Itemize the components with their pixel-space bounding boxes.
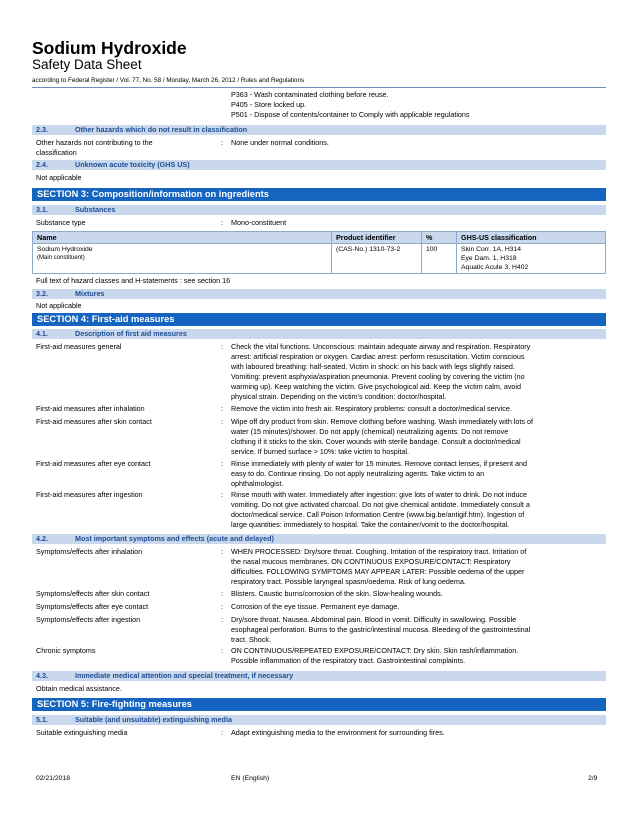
other-hazards-value: None under normal conditions. <box>231 138 329 147</box>
subsection-number: 5.1. <box>36 715 48 724</box>
text-line: Dry/sore throat. Nausea. Abdominal pain. Blood in vomit. Difficulty in swallowing. Possible <box>231 615 517 624</box>
subsection-3-2-header <box>32 289 606 299</box>
text-line: Wipe off dry product from skin. Remove clothing before washing. Wash immediately with lots of <box>231 417 534 426</box>
classification-line: Aquatic Acute 3, H402 <box>461 264 529 271</box>
header-divider <box>32 87 606 88</box>
symptoms-ingestion-text <box>231 615 601 645</box>
full-text-note: Full text of hazard classes and H-statements : see section 16 <box>36 276 231 285</box>
subsection-title: Unknown acute toxicity (GHS US) <box>75 160 190 169</box>
subsection-title: Most important symptoms and effects (acute and delayed) <box>75 534 274 543</box>
ingredient-name-cell <box>33 244 332 274</box>
subsection-4-3-header <box>32 671 606 681</box>
section-4-header: SECTION 4: First-aid measures <box>32 313 606 326</box>
text-line: Corrosion of the eye tissue. Permanent eye damage. <box>231 602 400 611</box>
ingredient-classification-cell <box>457 244 606 274</box>
text-line: respiratory tract. Possible laryngeal spasm/oedema. Risk of lung oedema. <box>231 577 466 586</box>
subsection-number: 2.3. <box>36 125 48 134</box>
text-line: difficulties. FOLLOWING SYMPTOMS MAY APPEAR LATER: Possible oedema of the upper <box>231 567 525 576</box>
text-line: WHEN PROCESSED: Dry/sore throat. Coughing. Irritation of the respiratory tract. Irritation of <box>231 547 527 556</box>
subsection-title: Substances <box>75 205 116 214</box>
subsection-4-1-header <box>32 329 606 339</box>
text-line: with laboured breathing: half-seated. Victim in shock: on his back with legs slightly raised. <box>231 362 515 371</box>
symptoms-inhalation-text <box>231 547 601 587</box>
footer-date: 02/21/2018 <box>36 775 71 782</box>
text-line: Remove the victim into fresh air. Respiratory problems: consult a doctor/medical service. <box>231 404 512 413</box>
document-title: Sodium Hydroxide <box>32 38 187 58</box>
text-line: Vomiting: prevent asphyxia/aspiration pneumonia. Prevent cooling by covering the victim (no <box>231 372 525 381</box>
precaution-p501: P501 - Dispose of contents/container to Comply with applicable regulations <box>231 110 470 119</box>
text-line: Check the vital functions. Unconscious: maintain adequate airway and respiration. Respiratory <box>231 342 531 351</box>
chronic-symptoms-text <box>231 646 601 666</box>
text-line: water (15 minutes)/shower. Do not apply (chemical) neutralizing agents. Do not remove <box>231 427 509 436</box>
precaution-p363: P363 - Wash contaminated clothing before reuse. <box>231 90 389 99</box>
text-line: Blisters. Caustic burns/corrosion of the skin. Slow-healing wounds. <box>231 589 443 598</box>
ingredient-name: Sodium Hydroxide <box>37 246 93 253</box>
substance-type-label: Substance type <box>36 218 86 227</box>
text-line: Possible inflammation of the respiratory tract. Gastrointestinal complaints. <box>231 656 466 665</box>
symptoms-ingestion-label: Symptoms/effects after ingestion <box>36 615 141 624</box>
text-line: physical strain. Depending on the victim's condition: doctor/hospital. <box>231 392 447 401</box>
first-aid-ingestion-label: First-aid measures after ingestion <box>36 490 143 499</box>
first-aid-general-label: First-aid measures general <box>36 342 122 351</box>
classification-line: Eye Dam. 1, H318 <box>461 255 517 262</box>
acute-toxicity-text: Not applicable <box>36 173 82 182</box>
symptoms-inhalation-label: Symptoms/effects after inhalation <box>36 547 143 556</box>
footer-page-number: 2/9 <box>588 775 598 782</box>
section-3-header: SECTION 3: Composition/information on ingredients <box>32 188 606 201</box>
column-header-identifier: Product identifier <box>332 232 422 244</box>
text-line: clothing if it sticks to the skin. Cover wounds with sterile bandage. Consult a doctor/medical <box>231 437 521 446</box>
document-subtitle: Safety Data Sheet <box>32 57 142 72</box>
first-aid-general-text <box>231 342 601 402</box>
first-aid-eye-label: First-aid measures after eye contact <box>36 459 151 468</box>
ingredient-identifier: (CAS-No.) 1310-73-2 <box>332 244 422 274</box>
medical-attention-text: Obtain medical assistance. <box>36 684 122 693</box>
section-5-header: SECTION 5: Fire-fighting measures <box>32 698 606 711</box>
classification-line: Skin Corr. 1A, H314 <box>461 246 522 253</box>
text-line: vomiting. Do not give activated charcoal. Do not give chemical antidote. Immediately consult a <box>231 500 530 509</box>
subsection-4-2-header <box>32 534 606 544</box>
chronic-symptoms-label: Chronic symptoms <box>36 646 96 655</box>
table-header-row <box>33 232 606 244</box>
first-aid-eye-text <box>231 459 601 489</box>
first-aid-inhalation-text <box>231 404 601 414</box>
other-hazards-label-line1: Other hazards not contributing to the <box>36 138 153 147</box>
footer-language: EN (English) <box>231 775 270 782</box>
composition-table <box>32 231 606 274</box>
text-line: easy to do. Continue rinsing. Do not apply neutralizing agents. Take victim to an <box>231 469 485 478</box>
subsection-2-4-header <box>32 160 606 170</box>
other-hazards-label-line2: classification <box>36 148 77 157</box>
subsection-number: 4.2. <box>36 534 48 543</box>
subsection-number: 4.3. <box>36 671 48 680</box>
subsection-title: Mixtures <box>75 289 105 298</box>
subsection-number: 4.1. <box>36 329 48 338</box>
subsection-number: 2.4. <box>36 160 48 169</box>
precaution-p405: P405 - Store locked up. <box>231 100 307 109</box>
text-line: ophthalmologist. <box>231 479 284 488</box>
text-line: Rinse immediately with plenty of water for 15 minutes. Remove contact lenses, if present and <box>231 459 528 468</box>
subsection-5-1-header <box>32 715 606 725</box>
column-header-classification: GHS-US classification <box>457 232 606 244</box>
text-line: large quantities: immediately to hospital. Take the container/vomit to the doctor/hospital. <box>231 520 510 529</box>
text-line: Rinse mouth with water. Immediately after ingestion: give lots of water to drink. Do not induce <box>231 490 528 499</box>
first-aid-skin-label: First-aid measures after skin contact <box>36 417 152 426</box>
subsection-number: 3.1. <box>36 205 48 214</box>
text-line: arrest: artificial respiration or oxygen. Cardiac arrest: perform resuscitation. Victim conscious <box>231 352 525 361</box>
text-line: doctor/medical service. Call Poison Information Centre (www.big.be/antigif.htm). Ingestion of <box>231 510 525 519</box>
text-line: warming up). Keep watching the victim. Give psychological aid. Keep the victim calm, avoid <box>231 382 522 391</box>
ingredient-note: (Main constituent) <box>37 255 85 261</box>
subsection-number: 3.2. <box>36 289 48 298</box>
first-aid-inhalation-label: First-aid measures after inhalation <box>36 404 145 413</box>
regulation-reference: according to Federal Register / Vol. 77, No. 58 / Monday, March 26, 2012 / Rules and Regulations <box>32 77 305 84</box>
symptoms-eye-text <box>231 602 601 612</box>
substance-type-value: Mono-constituent <box>231 218 287 227</box>
subsection-3-1-header <box>32 205 606 215</box>
text-line: esophageal perforation. Burns to the gastric/intestinal mucosa. Bleeding of the gastrointestinal <box>231 625 531 634</box>
subsection-title: Other hazards which do not result in classification <box>75 125 248 134</box>
first-aid-ingestion-text <box>231 490 601 530</box>
symptoms-skin-label: Symptoms/effects after skin contact <box>36 589 150 598</box>
extinguishing-media-value: Adapt extinguishing media to the environment for surrounding fires. <box>231 728 445 737</box>
text-line: the nasal mucous membranes. ON CONTINUOUS EXPOSURE/CONTACT: Respiratory <box>231 557 511 566</box>
column-header-name: Name <box>33 232 332 244</box>
subsection-2-3-header <box>32 125 606 135</box>
table-row <box>33 244 606 274</box>
symptoms-skin-text <box>231 589 601 599</box>
subsection-title: Immediate medical attention and special treatment, if necessary <box>75 671 294 680</box>
extinguishing-media-label: Suitable extinguishing media <box>36 728 128 737</box>
symptoms-eye-label: Symptoms/effects after eye contact <box>36 602 149 611</box>
subsection-title: Description of first aid measures <box>75 329 187 338</box>
column-header-percent: % <box>422 232 457 244</box>
text-line: ON CONTINUOUS/REPEATED EXPOSURE/CONTACT: Dry skin. Skin rash/inflammation. <box>231 646 519 655</box>
ingredient-percent: 100 <box>422 244 457 274</box>
subsection-title: Suitable (and unsuitable) extinguishing media <box>75 715 232 724</box>
text-line: tract. Shock. <box>231 635 271 644</box>
text-line: service. If burned surface > 10%: take victim to hospital. <box>231 447 409 456</box>
first-aid-skin-text <box>231 417 601 457</box>
mixtures-text: Not applicable <box>36 301 82 310</box>
